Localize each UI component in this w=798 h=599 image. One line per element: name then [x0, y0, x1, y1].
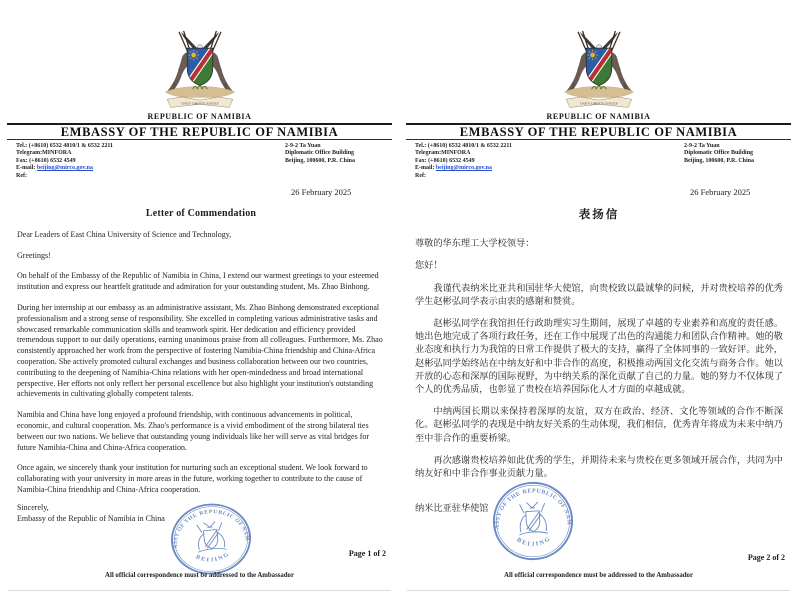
- fax-line: Fax: (+8610) 6532 4549: [16, 157, 76, 164]
- footer-notice: All official correspondence must be addressed to the Ambassador: [504, 572, 693, 579]
- email-line: [415, 165, 512, 172]
- letter-paragraph: Namibia and China have long enjoyed a profound friendship, with continuous advancements in political, economic, and cultural cooperation. Ms. Zhao's performance is a vivid embodiment of the strong bilateral ties between our two nations. We believe that outstanding young individuals like her will serve as vital bridges for future Namibia-China and China-Africa cooperation.: [17, 410, 370, 452]
- contact-block: [0, 140, 399, 180]
- email-label: E-mail:: [415, 165, 435, 172]
- email-label: E-mail:: [16, 165, 36, 172]
- namibia-coat-of-arms-icon: [141, 30, 259, 112]
- greeting: Greetings!: [17, 250, 51, 260]
- address-line: Diplomatic Office Building: [684, 150, 754, 157]
- address-line: Beijing, 100600, P.R. China: [285, 157, 355, 164]
- telegram-line: Telegram:MINFORA: [415, 150, 471, 157]
- ref-line: Ref:: [16, 172, 27, 179]
- closing: Sincerely,: [17, 502, 49, 512]
- letter-paragraph: 再次感谢贵校培养如此优秀的学生，并期待未来与贵校在更多领域开展合作，共同为中纳友好和中非合作事业贡献力量。: [415, 454, 783, 479]
- letter-paragraph: 赵彬弘同学在我馆担任行政助理实习生期间，展现了卓越的专业素养和高度的责任感。她出色地完成了各项行政任务，还在工作中展现了出色的沟通能力和团队合作精神。她的敬业态度和执行力为我馆的日常工作提供了极大的支持，赢得了全体同事的一致好评。此外，赵彬弘同学始终站在中纳友好和中非合作的高度，积极推动两国文化交流与商务合作。她以开放的心态和深厚的国际视野，为中纳关系的深化贡献了自己的力量。她的努力不仅体现了个人的优秀品质，也彰显了贵校在培养国际化人才方面的卓越成就。: [415, 318, 783, 395]
- signature-line: 纳米比亚驻华使馆: [415, 503, 489, 514]
- greeting: 您好！: [415, 260, 443, 271]
- email-link: beijing@mirco.gov.na: [36, 165, 93, 172]
- email-line: [16, 165, 113, 172]
- contact-block: [399, 140, 798, 180]
- letterhead: [399, 30, 798, 197]
- address-line: Diplomatic Office Building: [285, 150, 355, 157]
- letterhead: [0, 30, 399, 197]
- namibia-coat-of-arms-icon: [540, 30, 658, 112]
- telegram-line: Telegram:MINFORA: [16, 150, 72, 157]
- letter-body-chinese: [399, 209, 798, 515]
- ref-line: Ref:: [415, 172, 426, 179]
- salutation: 尊敬的华东理工大学校领导：: [415, 238, 535, 249]
- footer-rule: [8, 590, 391, 591]
- letter-title: 表扬信: [578, 209, 620, 222]
- letter-body-english: [0, 209, 399, 524]
- fax-line: Fax: (+8610) 6532 4549: [415, 157, 475, 164]
- letter-paragraph: Once again, we sincerely thank your institution for nurturing such an exceptional student. We look forward to collaborating with your university in more areas in the future, working together to contribute to the cause of Namibia-China friendship and China-Africa cooperation.: [17, 463, 368, 494]
- embassy-seal-stamp: [165, 498, 256, 580]
- embassy-address: [684, 143, 754, 180]
- letter-paragraph: 中纳两国长期以来保持着深厚的友谊，双方在政治、经济、文化等领域的合作不断深化。赵彬弘同学的表现是中纳友好关系的生动体现，我们相信，优秀青年将成为未来中纳乃至中非合作的重要桥梁。: [415, 406, 783, 443]
- page-number: Page 1 of 2: [348, 549, 386, 558]
- footer-notice: All official correspondence must be addressed to the Ambassador: [105, 572, 294, 579]
- letter-date: 26 February 2025: [690, 187, 751, 198]
- address-line: 2-9-2 Ta Yuan: [285, 143, 321, 149]
- signature-line: Embassy of the Republic of Namibia in China: [17, 513, 165, 523]
- republic-of-namibia-line: REPUBLIC OF NAMIBIA: [147, 112, 252, 121]
- contact-details: [415, 143, 512, 180]
- salutation: Dear Leaders of East China University of Science and Technology,: [17, 229, 232, 239]
- email-link: beijing@mirco.gov.na: [435, 165, 492, 172]
- embassy-seal-stamp: [489, 478, 577, 564]
- tel-line: Tel.: (+8610) 6532 4810/1 & 6532 2211: [16, 143, 114, 149]
- address-line: 2-9-2 Ta Yuan: [684, 143, 720, 149]
- embassy-title-line: EMBASSY OF THE REPUBLIC OF NAMIBIA: [459, 125, 738, 139]
- contact-details: [16, 143, 113, 180]
- letter-paragraph: 我谨代表纳米比亚共和国驻华大使馆，向贵校致以最诚挚的问候，并对贵校培养的优秀学生赵彬弘同学表示由衷的感谢和赞赏。: [415, 282, 783, 306]
- republic-of-namibia-line: REPUBLIC OF NAMIBIA: [546, 112, 651, 121]
- footer-rule: [407, 590, 790, 591]
- page-number: Page 2 of 2: [747, 553, 785, 562]
- address-line: Beijing, 100600, P.R. China: [684, 157, 754, 164]
- embassy-title-line: EMBASSY OF THE REPUBLIC OF NAMIBIA: [60, 125, 339, 139]
- letter-date: 26 February 2025: [291, 187, 352, 198]
- letter-title: Letter of Commendation: [145, 208, 257, 220]
- tel-line: Tel.: (+8610) 6532 4810/1 & 6532 2211: [415, 143, 513, 149]
- letter-paragraph: On behalf of the Embassy of the Republic of Namibia in China, I extend our warmest greetings to your esteemed institution and express our heartfelt gratitude and admiration for your outstanding student, Ms. Zhao Binhong.: [17, 271, 379, 292]
- embassy-address: [285, 143, 355, 180]
- letter-page-chinese: [399, 0, 798, 599]
- letter-paragraph: During her internship at our embassy as an administrative assistant, Ms. Zhao Binhong demonstrated exceptional professionalism and a strong sense of responsibility. She excelled in completing various administrative tasks and showcased remarkable communication skills and teamwork spirit. Her dedication and efficiency provided tremendous support to our daily operations, earning unanimous praise from all colleagues. Furthermore, Ms. Zhao consistently approached her work from the perspective of fostering Namibia-China friendship and China-Africa cooperation. She actively promoted cultural exchanges and business collaboration between our two countries, contributing to the deepening of Namibia-China relations with her open-mindedness and broad international perspective. Her efforts not only reflect her personal excellence but also highlight your institution's outstanding achievements in cultivating globally competent talents.: [17, 303, 383, 399]
